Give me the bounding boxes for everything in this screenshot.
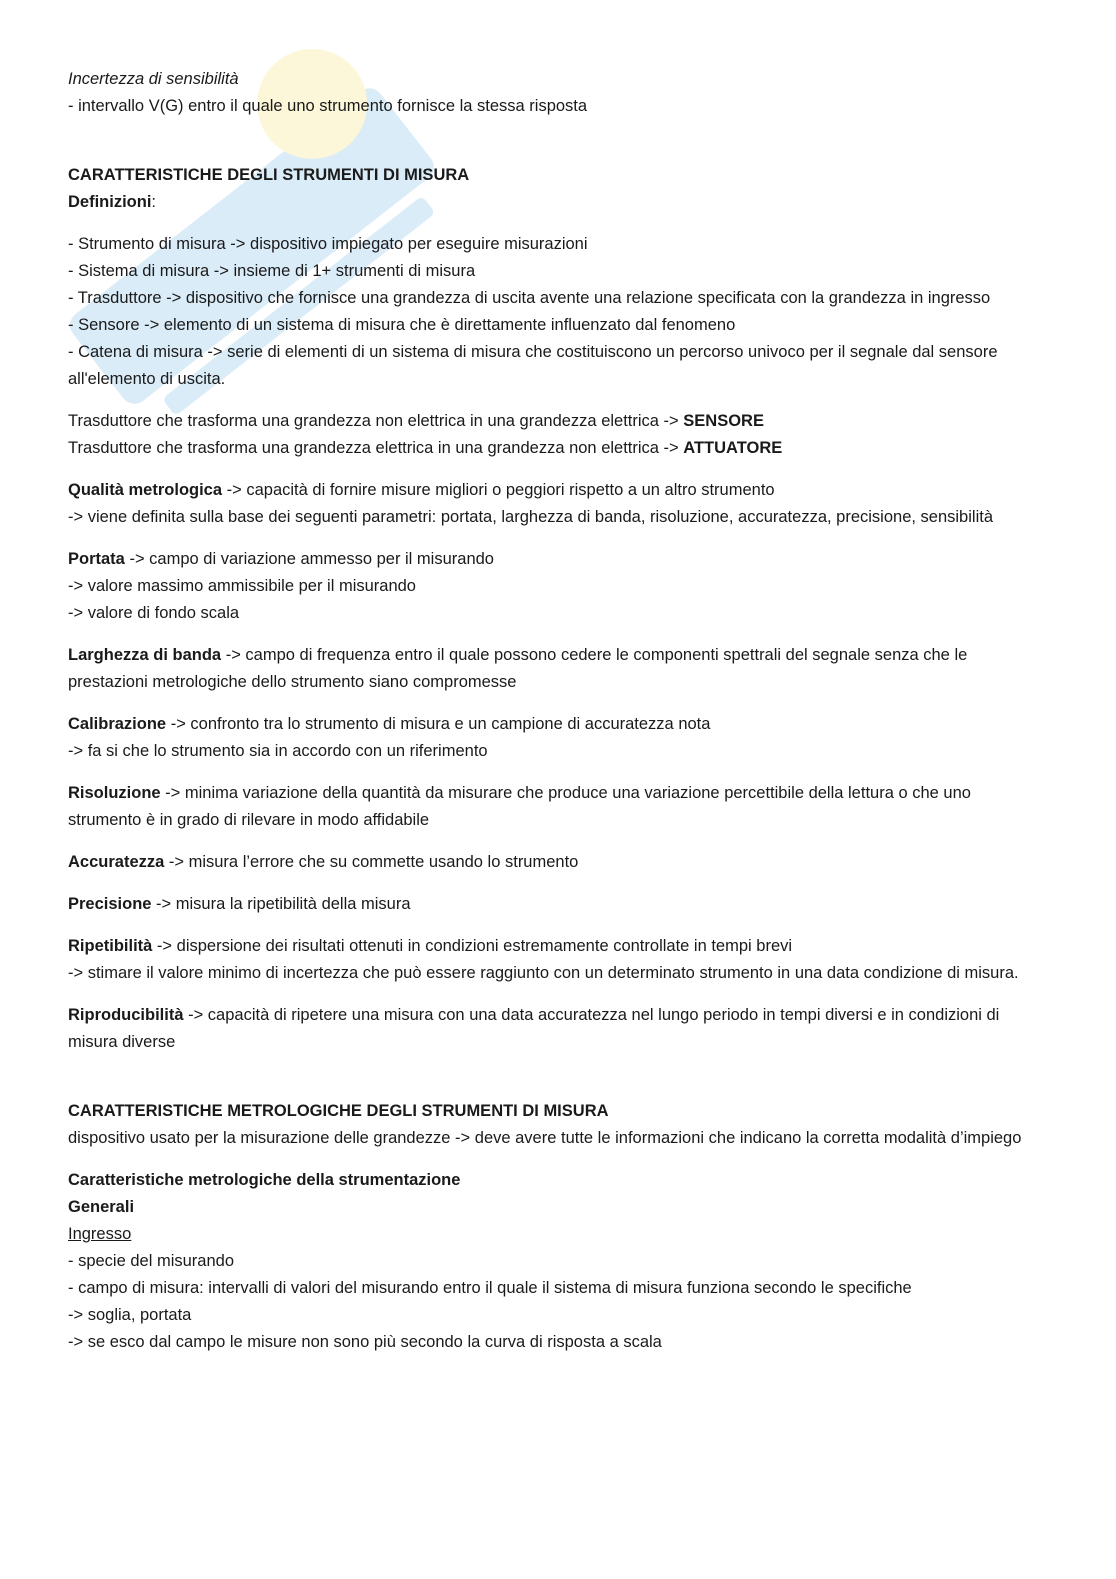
term-risoluzione (68, 780, 1048, 834)
term-line: Portata -> campo di variazione ammesso per il misurando (68, 550, 494, 568)
document-page (68, 66, 1048, 1356)
term-line: Risoluzione -> minima variazione della quantità da misurare che produce una variazione percettibile della lettura o che uno strumento è in grado di rilevare in modo affidabile (68, 784, 971, 829)
term-extra: -> viene definita sulla base dei seguenti parametri: portata, larghezza di banda, risoluzione, accuratezza, precisione, sensibilità (68, 508, 993, 526)
term-extra: -> fa si che lo strumento sia in accordo con un riferimento (68, 742, 488, 760)
definition-item: - Sistema di misura -> insieme di 1+ strumenti di misura (68, 262, 476, 280)
definition-item: - Catena di misura -> serie di elementi di un sistema di misura che costituiscono un percorso univoco per il segnale dal sensore all'elemento di uscita. (68, 343, 998, 388)
term-line: Calibrazione -> confronto tra lo strumento di misura e un campione di accuratezza nota (68, 715, 711, 733)
term-accuratezza (68, 849, 1048, 876)
term-line: Ripetibilità -> dispersione dei risultati ottenuti in condizioni estremamente controllate in tempi brevi (68, 937, 793, 955)
definition-item: - Sensore -> elemento di un sistema di misura che è direttamente influenzato dal fenomeno (68, 316, 736, 334)
term-line: Accuratezza -> misura l’errore che su commette usando lo strumento (68, 853, 579, 871)
definition-item: - Strumento di misura -> dispositivo impiegato per eseguire misurazioni (68, 235, 588, 253)
term-line: Larghezza di banda -> campo di frequenza entro il quale possono cedere le componenti spettrali del segnale senza che le prestazioni metrologiche dello strumento siano compromesse (68, 646, 968, 691)
sensitivity-line: - intervallo V(G) entro il quale uno strumento fornisce la stessa risposta (68, 97, 588, 115)
section1-heading: CARATTERISTICHE DEGLI STRUMENTI DI MISURA (68, 166, 470, 184)
term-qualita (68, 477, 1048, 531)
section2-heading: CARATTERISTICHE METROLOGICHE DEGLI STRUMENTI DI MISURA (68, 1102, 609, 1120)
input-item: -> soglia, portata (68, 1306, 192, 1324)
transducer-actuator: Trasduttore che trasforma una grandezza elettrica in una grandezza non elettrica -> ATTUATORE (68, 439, 783, 457)
section2-intro: dispositivo usato per la misurazione delle grandezze -> deve avere tutte le informazioni che indicano la corretta modalità d’impiego (68, 1129, 1022, 1147)
transducer-sensor: Trasduttore che trasforma una grandezza non elettrica in una grandezza elettrica -> SENSORE (68, 412, 764, 430)
term-portata (68, 546, 1048, 627)
term-extra: -> valore di fondo scala (68, 604, 240, 622)
term-ripetibilita (68, 933, 1048, 987)
term-calibrazione (68, 711, 1048, 765)
definitions-list (68, 231, 1048, 393)
sensitivity-title: Incertezza di sensibilità (68, 70, 239, 88)
term-precisione (68, 891, 1048, 918)
input-item: -> se esco dal campo le misure non sono più secondo la curva di risposta a scala (68, 1333, 662, 1351)
input-item: - specie del misurando (68, 1252, 234, 1270)
definitions-subheading: Definizioni: (68, 193, 157, 211)
term-extra: -> valore massimo ammissibile per il misurando (68, 577, 416, 595)
term-riproducibilita (68, 1002, 1048, 1056)
general-label: Generali (68, 1198, 135, 1216)
input-item: - campo di misura: intervalli di valori del misurando entro il quale il sistema di misura funziona secondo le specifiche (68, 1279, 912, 1297)
term-extra: -> stimare il valore minimo di incertezza che può essere raggiunto con un determinato strumento in una data condizione di misura. (68, 964, 1019, 982)
definition-item: - Trasduttore -> dispositivo che fornisce una grandezza di uscita avente una relazione specificata con la grandezza in ingresso (68, 289, 991, 307)
section2-subheading: Caratteristiche metrologiche della strumentazione (68, 1171, 461, 1189)
term-line: Precisione -> misura la ripetibilità della misura (68, 895, 411, 913)
input-label: Ingresso (68, 1225, 132, 1243)
term-line: Qualità metrologica -> capacità di fornire misure migliori o peggiori rispetto a un altro strumento (68, 481, 775, 499)
term-line: Riproducibilità -> capacità di ripetere una misura con una data accuratezza nel lungo periodo in tempi diversi e in condizioni di misura diverse (68, 1006, 1000, 1051)
transducer-block (68, 408, 1048, 462)
term-larghezza (68, 642, 1048, 696)
